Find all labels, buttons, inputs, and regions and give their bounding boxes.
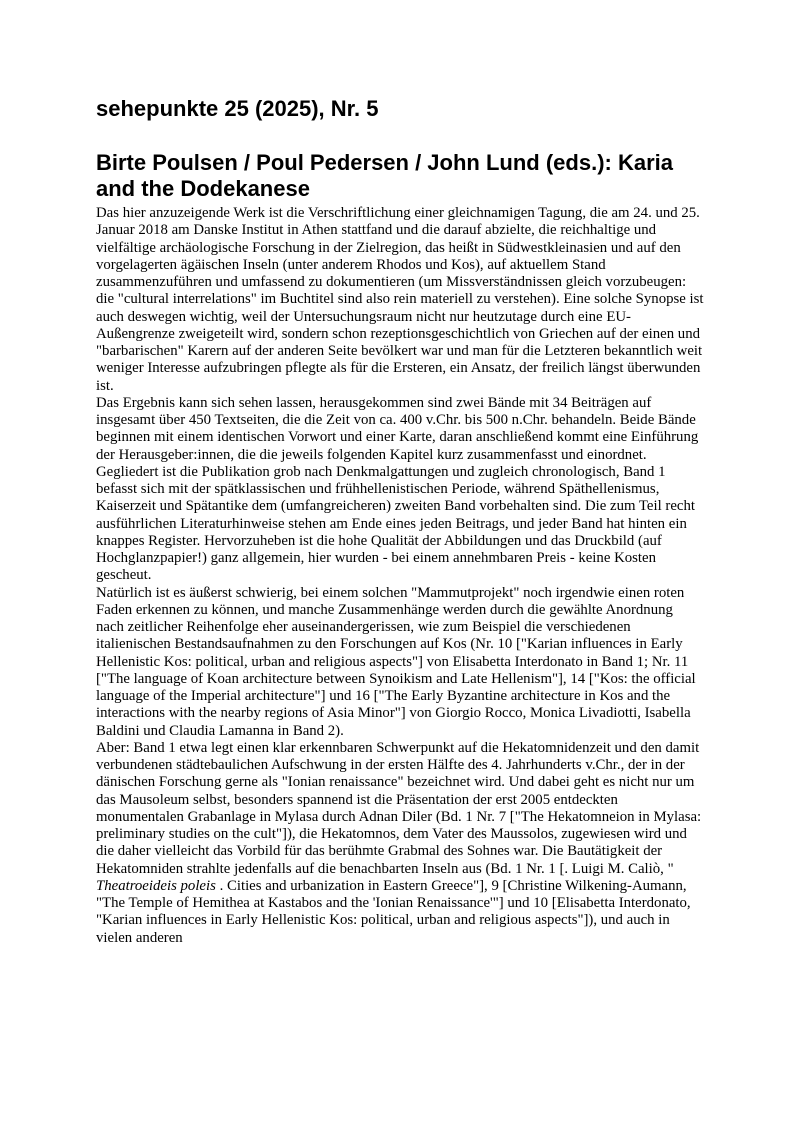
journal-issue-heading: sehepunkte 25 (2025), Nr. 5 [96, 96, 379, 121]
review-title: Birte Poulsen / Poul Pedersen / John Lund (eds.): Karia and the Dodekanese [96, 150, 673, 201]
document-page [96, 96, 704, 947]
paragraph-4 [96, 740, 704, 947]
paragraph-4-text-a: Aber: Band 1 etwa legt einen klar erkennbaren Schwerpunkt auf die Hekatomnidenzeit und den damit verbundenen städtebaulichen Aufschwung in der ersten Hälfte des 4. Jahrhunderts v.Chr., der in der dänischen Forschung gerne als "Ionian renaissance" bezeichnet wird. Und dabei geht es nicht nur um das Mausoleum selbst, besonders spannend ist die Präsentation der erst 2005 entdeckten monumentalen Grabanlage in Mylasa durch Adnan Diler (Bd. 1 Nr. 7 ["The Hekatomneion in Mylasa: preliminary studies on the cult"]), die Hekatomnos, dem Vater des Maussolos, zugewiesen wird und die daher vielleicht das Vorbild für das berühmte Grabmal des Sohnes war. Die Bautätigkeit der Hekatomniden strahlte jedenfalls auf die benachbarten Inseln aus (Bd. 1 Nr. 1 [. Luigi M. Caliò, " [96, 739, 702, 877]
paragraph-4-text-b: . Cities and urbanization in Eastern Greece"], 9 [Christine Wilkening-Aumann, "The Temple of Hemithea at Kastabos and the 'Ionian Renaissance'"] und 10 [Elisabetta Interdonato, "Karian influences in Early Hellenistic Kos: political, urban and religious aspects"]), und auch in vielen anderen [96, 877, 691, 946]
paragraph-1: Das hier anzuzeigende Werk ist die Verschriftlichung einer gleichnamigen Tagung, die am 24. und 25. Januar 2018 am Danske Institut in Athen stattfand und die darauf abzielte, die reichhaltige und vielfältige archäologische Forschung in der Zielregion, das heißt in Südwestkleinasien und auf den vorgelagerten ägäischen Inseln (unter anderem Rhodos und Kos), auf aktuellem Stand zusammenzuführen und umfassend zu dokumentieren (um Missverständnissen gleich vorzubeugen: die "cultural interrelations" im Buchtitel sind also rein materiell zu verstehen). Eine solche Synopse ist auch deswegen wichtig, weil der Untersuchungsraum nicht nur heutzutage durch eine EU-Außengrenze zweigeteilt wird, sondern schon rezeptionsgeschichtlich von Griechen auf der einen und "barbarischen" Karern auf der anderen Seite bevölkert war und man für die Letzteren bekanntlich weit weniger Interesse aufzubringen pflegte als für die Ersteren, ein Ansatz, der freilich längst überwunden ist. [96, 205, 704, 394]
paragraph-4-italic-title: Theatroeideis poleis [96, 877, 216, 894]
review-body [96, 205, 704, 947]
paragraph-3: Natürlich ist es äußerst schwierig, bei einem solchen "Mammutprojekt" noch irgendwie einen roten Faden erkennen zu können, und manche Zusammenhänge werden durch die gewählte Anordnung nach zeitlicher Reihenfolge eher auseinandergerissen, wie zum Beispiel die verschiedenen italienischen Bestandsaufnahmen zu den Forschungen auf Kos (Nr. 10 ["Karian influences in Early Hellenistic Kos: political, urban and religious aspects"] von Elisabetta Interdonato in Band 1; Nr. 11 ["The language of Koan architecture between Synoikism and Late Hellenism"], 14 ["Kos: the official language of the Imperial architecture"] und 16 ["The Early Byzantine architecture in Kos and the interactions with the nearby regions of Asia Minor"] von Giorgio Rocco, Monica Livadiotti, Isabella Baldini und Claudia Lamanna in Band 2). [96, 584, 696, 739]
paragraph-2: Das Ergebnis kann sich sehen lassen, herausgekommen sind zwei Bände mit 34 Beiträgen auf insgesamt über 450 Textseiten, die die Zeit von ca. 400 v.Chr. bis 500 n.Chr. behandeln. Beide Bände beginnen mit einem identischen Vorwort und einer Karte, daran anschließend kommt eine Einführung der Herausgeber:innen, die die jeweils folgenden Kapitel kurz zusammenfasst und einordnet. Gegliedert ist die Publikation grob nach Denkmalgattungen und zugleich chronologisch, Band 1 befasst sich mit der spätklassischen und frühhellenistischen Periode, während Späthellenismus, Kaiserzeit und Spätantike dem (umfangreicheren) zweiten Band vorbehalten sind. Die zum Teil recht ausführlichen Literaturhinweise stehen am Ende eines jeden Beitrags, und jeder Band hat hinten ein knappes Register. Hervorzuheben ist die hohe Qualität der Abbildungen und das Druckbild (auf Hochglanzpapier!) ganz allgemein, hier wurden - bei einem annehmbaren Preis - keine Kosten gescheut. [96, 394, 699, 584]
